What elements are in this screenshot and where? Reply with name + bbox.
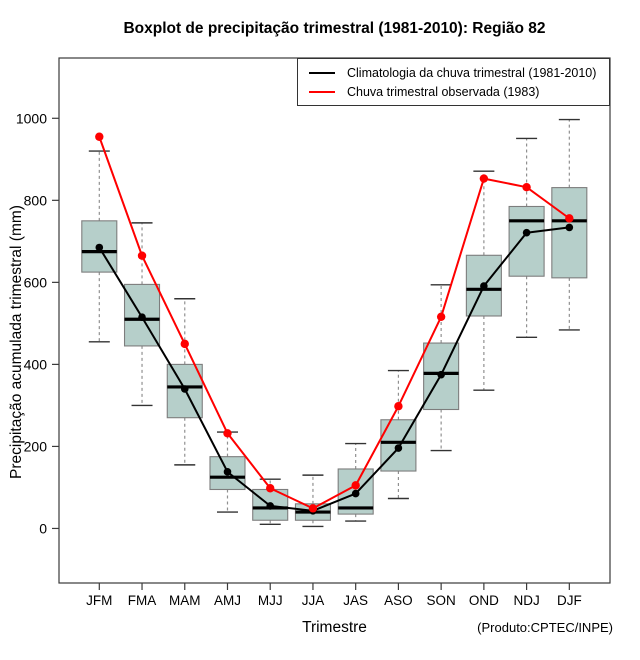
x-tick-label: OND [468,593,499,608]
y-axis-title: Precipitação acumulada trimestral (mm) [8,205,25,479]
legend-item-climatology [309,65,609,80]
observed-point [95,133,103,141]
climatology-point [480,282,488,290]
legend-label: Chuva trimestral observada (1983) [347,84,540,99]
y-tick-label: 600 [23,274,47,291]
observed-point [266,484,274,492]
observed-line-swatch [309,91,335,93]
x-tick-label: NDJ [513,593,540,608]
climatology-point [266,502,274,510]
observed-point [480,174,488,182]
observed-point [522,183,530,191]
climatology-point [566,224,574,232]
climatology-point [523,229,531,237]
x-tick-label: JJA [301,593,325,608]
boxplot-box [509,206,544,276]
observed-line [99,137,569,509]
x-tick-label: MAM [169,593,201,608]
x-tick-label: DJF [556,593,582,608]
observed-point [437,313,445,321]
x-tick-label: FMA [127,593,157,608]
observed-point [181,340,189,348]
observed-point [351,481,359,489]
boxplot-box [552,188,587,278]
climatology-point [437,371,445,379]
x-tick-label: SON [426,593,456,608]
climatology-point [96,244,104,252]
climatology-point [224,468,232,476]
climatology-point [181,385,189,393]
climatology-point [352,490,360,498]
observed-point [394,402,402,410]
climatology-point [395,444,403,452]
x-tick-label: AMJ [213,593,241,608]
observed-point [309,504,317,512]
observed-point [223,429,231,437]
y-tick-label: 1000 [15,110,47,127]
x-tick-label: JAS [343,593,369,608]
x-tick-label: JFM [86,593,113,608]
y-tick-label: 400 [23,356,47,373]
climatology-line-swatch [309,72,335,74]
y-tick-label: 0 [39,520,47,537]
legend-item-observed [309,84,609,99]
x-axis-title: Trimestre [302,619,367,636]
legend-label: Climatologia da chuva trimestral (1981-2010) [347,65,597,80]
observed-point [565,214,573,222]
legend [297,58,610,106]
x-tick-label: ASO [384,593,413,608]
credit-text: (Produto:CPTEC/INPE) [477,620,613,635]
observed-point [138,251,146,259]
y-tick-label: 200 [23,438,47,455]
y-tick-label: 800 [23,192,47,209]
chart-title: Boxplot de precipitação trimestral (1981-2010): Região 82 [123,20,546,37]
climatology-point [138,313,146,321]
x-tick-label: MJJ [257,593,283,608]
